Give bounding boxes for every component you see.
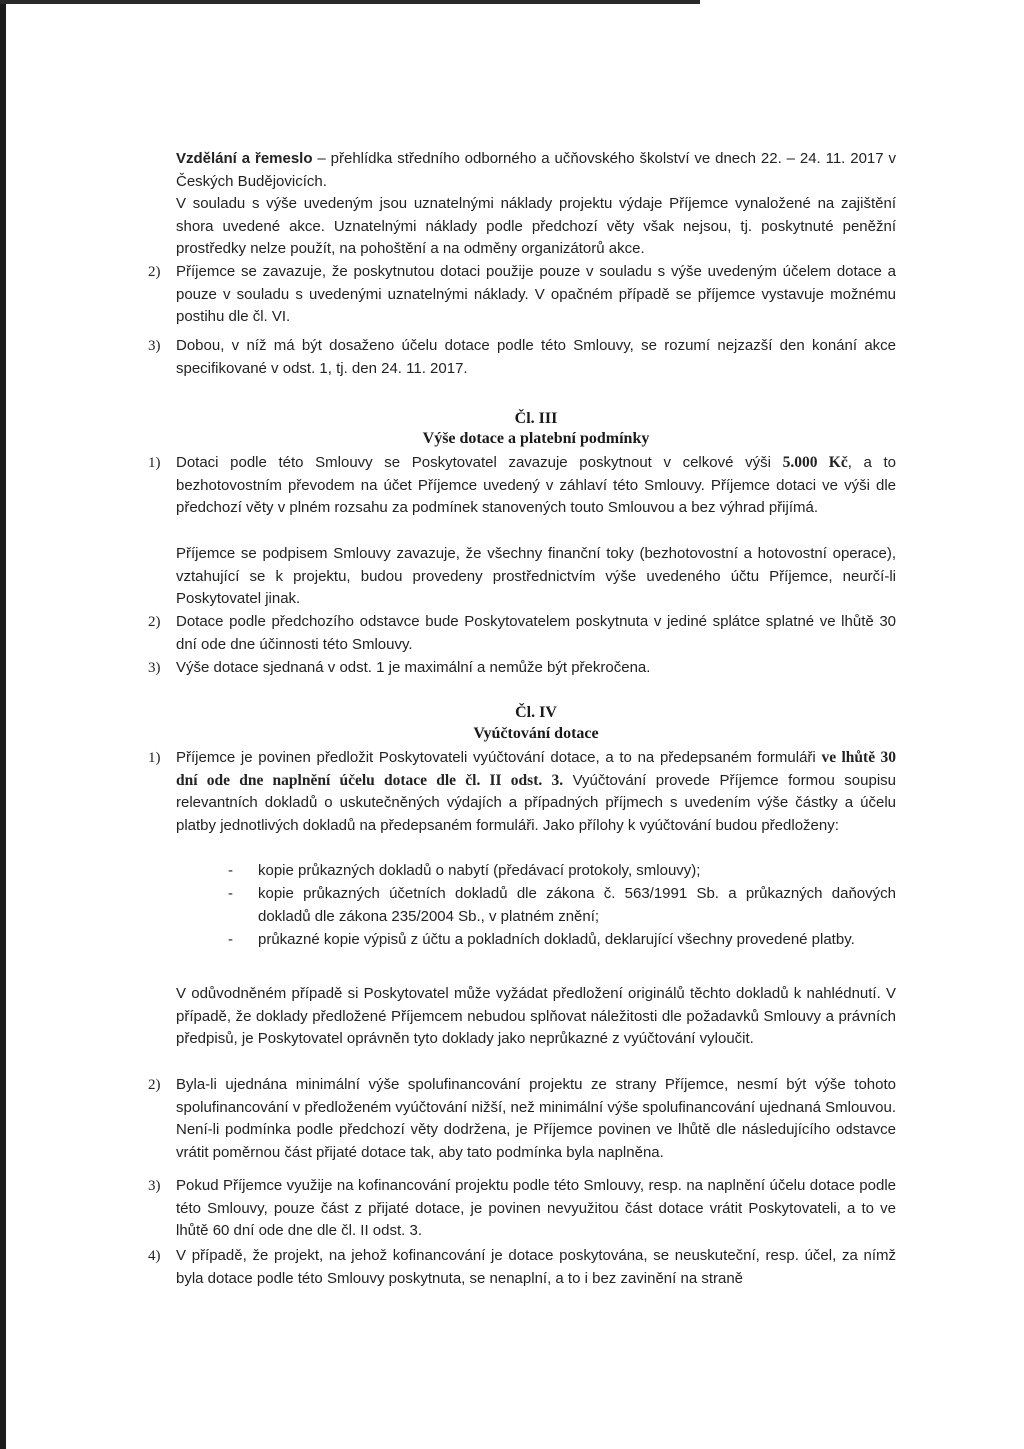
art3-item2-number: 2) <box>148 614 161 630</box>
art4-title: Vyúčtování dotace <box>473 725 599 742</box>
art4-item2-text: Byla-li ujednána minimální výše spolufinancování projektu ze strany Příjemce, nesmí být výše tohoto spolufinancování v předloženém vyúčtování nižší, než minimální výše spolufinancování ujednaná Smlouvou. Není-li podmínka podle předchozí věty dodržena, je Příjemce povinen ve lhůtě dle následujícího odstavce vrátit poměrnou část přijaté dotace tak, aby tato podmínka byla naplněna. <box>176 1076 896 1161</box>
art3-item1-post: , a to bezhotovostním převodem na účet Příjemce uvedený v záhlaví této Smlouvy. Příjemce dotaci ve výši dle předchozí věty v plném rozsahu za podmínek stanovených touto Smlouvou a bez výhrad přijímá. <box>176 454 897 517</box>
bullet-item-2: kopie průkazných účetních dokladů dle zákona č. 563/1991 Sb. a průkazných daňových dokladů dle zákona 235/2004 Sb., v platném znění; <box>258 885 896 925</box>
bullet-item-1: kopie průkazných dokladů o nabytí (předávací protokoly, smlouvy); <box>258 862 701 879</box>
art4-item1-number: 1) <box>148 750 161 766</box>
art3-item1-number: 1) <box>148 455 161 471</box>
art2-item2-text: Příjemce se zavazuje, že poskytnutou dotaci použije pouze v souladu s výše uvedeným účelem dotace a pouze v souladu s uvedenými uznatelnými náklady. V opačném případě se příjemce vystavuje možnému postihu dle čl. VI. <box>176 263 896 326</box>
art3-item3-number: 3) <box>148 660 161 676</box>
art4-item1-post: Vyúčtování provede Příjemce formou soupisu relevantních dokladů o uskutečněných výdajích a případných příjmech s uvedením výše částky a účelu platby jednotlivých dokladů na předepsaném formuláři. Jako přílohy k vyúčtování budou předloženy: <box>176 771 897 834</box>
intro-event-line <box>176 148 896 193</box>
art3-item1-para2: Příjemce se podpisem Smlouvy zavazuje, že všechny finanční toky (bezhotovostní a hotovostní operace), vztahující se k projektu, budou provedeny prostřednictvím výše uvedeného účtu Příjemce, neurčí-li Poskytovatel jinak. <box>176 545 896 608</box>
bullet-dash: - <box>228 885 233 902</box>
art4-item4-number: 4) <box>148 1248 161 1264</box>
bullet-item-3: průkazné kopie výpisů z účtu a pokladních dokladů, deklarující všechny provedené platby. <box>258 931 855 948</box>
art4-item1-pre: Příjemce je povinen předložit Poskytovateli vyúčtování dotace, a to na předepsaném formuláři <box>176 749 822 766</box>
intro-event-name: Vzdělání a řemeslo <box>176 150 313 167</box>
art4-item4-text: V případě, že projekt, na jehož kofinancování je dotace poskytována, se neuskuteční, resp. účel, za nímž byla dotace podle této Smlouvy poskytnuta, se nenaplní, a to i bez zavinění na straně <box>176 1247 896 1287</box>
art3-item2-text: Dotace podle předchozího odstavce bude Poskytovatelem poskytnuta v jediné splátce splatné ve lhůtě 30 dní ode dne účinnosti této Smlouvy. <box>176 613 896 653</box>
art3-item1-text <box>176 452 896 520</box>
intro-event-rest: – přehlídka středního odborného a učňovského školství ve dnech 22. – 24. 11. 2017 v Českých Budějovicích. <box>176 150 897 190</box>
art4-item3-text: Pokud Příjemce využije na kofinancování projektu podle této Smlouvy, resp. na naplnění účelu dotace podle této Smlouvy, pouze část z přijaté dotace, je povinen nevyužitou část dotace vrátit Poskytovateli, a to ve lhůtě 60 dní ode dne dle čl. II odst. 3. <box>176 1177 896 1240</box>
art4-item3-number: 3) <box>148 1178 161 1194</box>
art4-item2-number: 2) <box>148 1077 161 1093</box>
intro-eligible-costs: V souladu s výše uvedeným jsou uznatelnými náklady projektu výdaje Příjemce vynaložené na zajištění shora uvedené akce. Uznatelnými náklady podle předchozí věty však nejsou, tj. poskytnuté peněžní prostředky nelze použít, na pohoštění a na odměny organizátorů akce. <box>176 195 896 258</box>
art3-item1-pre: Dotaci podle této Smlouvy se Poskytovatel zavazuje poskytnout v celkové výši <box>176 454 783 471</box>
art4-item1-text <box>176 747 896 837</box>
art3-item3-text: Výše dotace sjednaná v odst. 1 je maximální a nemůže být překročena. <box>176 659 651 676</box>
art2-item3-text: Dobou, v níž má být dosaženo účelu dotace podle této Smlouvy, se rozumí nejzazší den konání akce specifikované v odst. 1, tj. den 24. 11. 2017. <box>176 337 896 377</box>
art3-number: Čl. III <box>514 410 558 427</box>
subsidy-amount: 5.000 Kč <box>782 454 848 471</box>
art4-item1-para2: V odůvodněném případě si Poskytovatel může vyžádat předložení originálů těchto dokladů k nahlédnutí. V případě, že doklady předložené Příjemcem nebudou splňovat náležitosti dle požadavků Smlouvy a právních předpisů, je Poskytovatel oprávněn tyto doklady jako neprůkazné z vyúčtování vyloučit. <box>176 985 896 1048</box>
art4-deadline: ve lhůtě 30 dní ode dne naplnění účelu dotace dle čl. II odst. 3. <box>176 749 896 789</box>
art4-number: Čl. IV <box>515 704 557 721</box>
art2-item3-number: 3) <box>148 338 161 354</box>
bullet-dash: - <box>228 862 233 879</box>
art2-item2-number: 2) <box>148 264 161 280</box>
bullet-dash: - <box>228 931 233 948</box>
art3-title: Výše dotace a platební podmínky <box>422 430 650 447</box>
